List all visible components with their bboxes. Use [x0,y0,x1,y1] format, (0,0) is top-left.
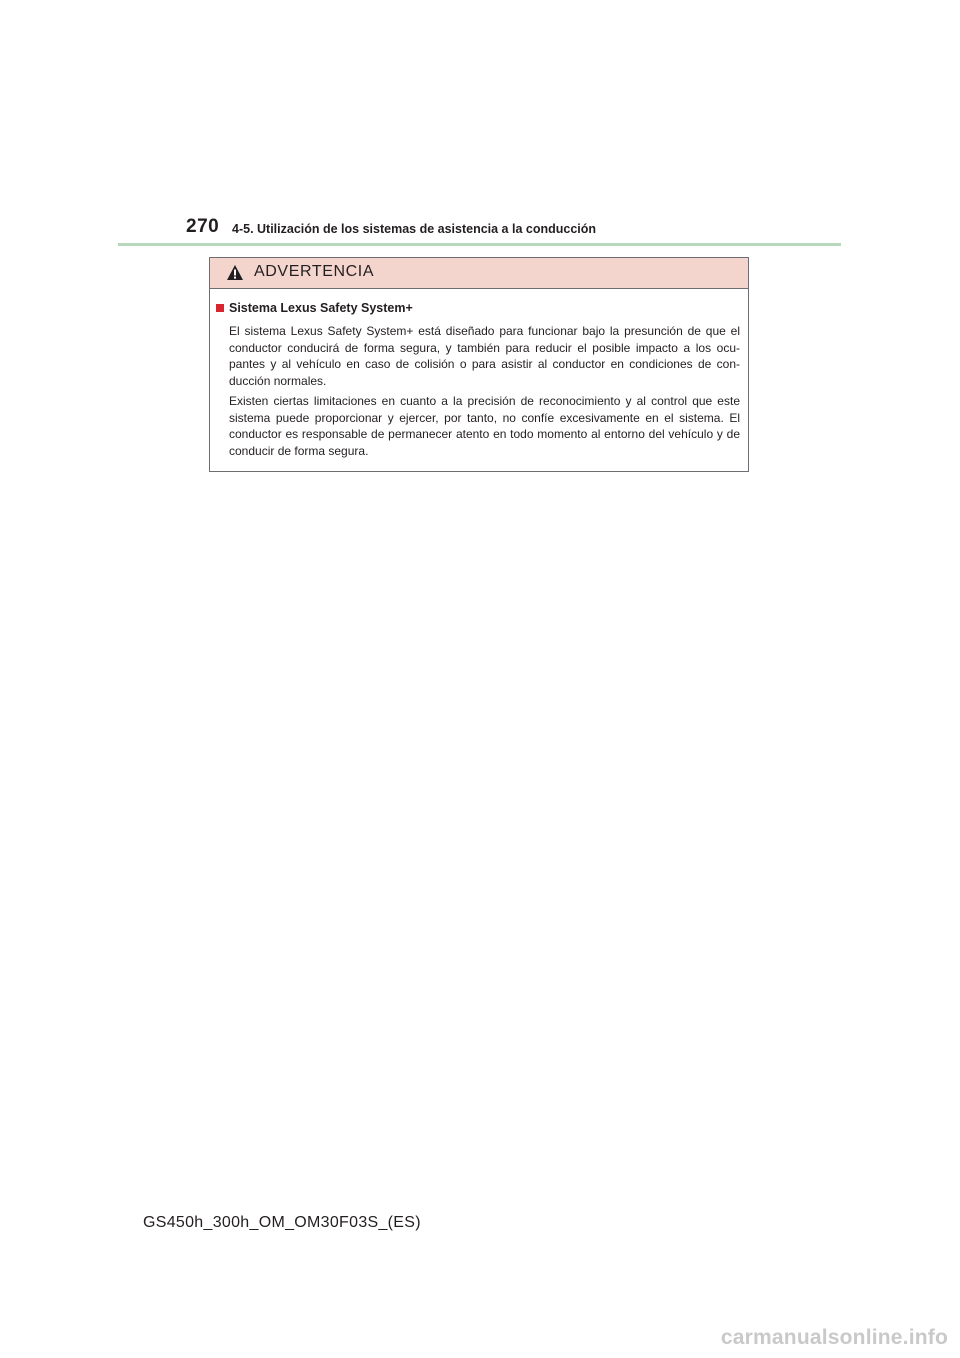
warning-paragraph: El sistema Lexus Safety System+ está diseñado para funcionar bajo la presunción de que el conductor conducirá de forma segura, y también para reducir el posible impacto a los ocu-pantes y al vehículo en caso de colisión o para asistir al conductor en condiciones de con-ducción normales. [229,324,740,388]
page-number: 270 [186,216,220,237]
section-title: 4-5. Utilización de los sistemas de asistencia a la conducción [232,222,597,236]
warning-header [210,258,748,289]
warning-paragraph: Existen ciertas limitaciones en cuanto a la precisión de reconocimiento y al control que este sistema puede proporcionar y ejercer, por tanto, no confíe excesivamente en el sistema. El conductor es responsable de permanecer atento en todo momento al entorno del vehículo y de conducir de forma segura. [229,394,740,458]
warning-subsection [216,301,413,315]
subsection-title: Sistema Lexus Safety System+ [229,301,413,315]
warning-title: ADVERTENCIA [254,263,375,280]
page-header [0,0,960,250]
warning-triangle-icon [226,264,244,281]
warning-box [209,257,749,472]
header-rule [118,243,841,246]
footer-doc-code: GS450h_300h_OM_OM30F03S_(ES) [143,1214,421,1231]
bullet-square-icon [216,304,224,312]
watermark: carmanualsonline.info [720,1326,948,1349]
